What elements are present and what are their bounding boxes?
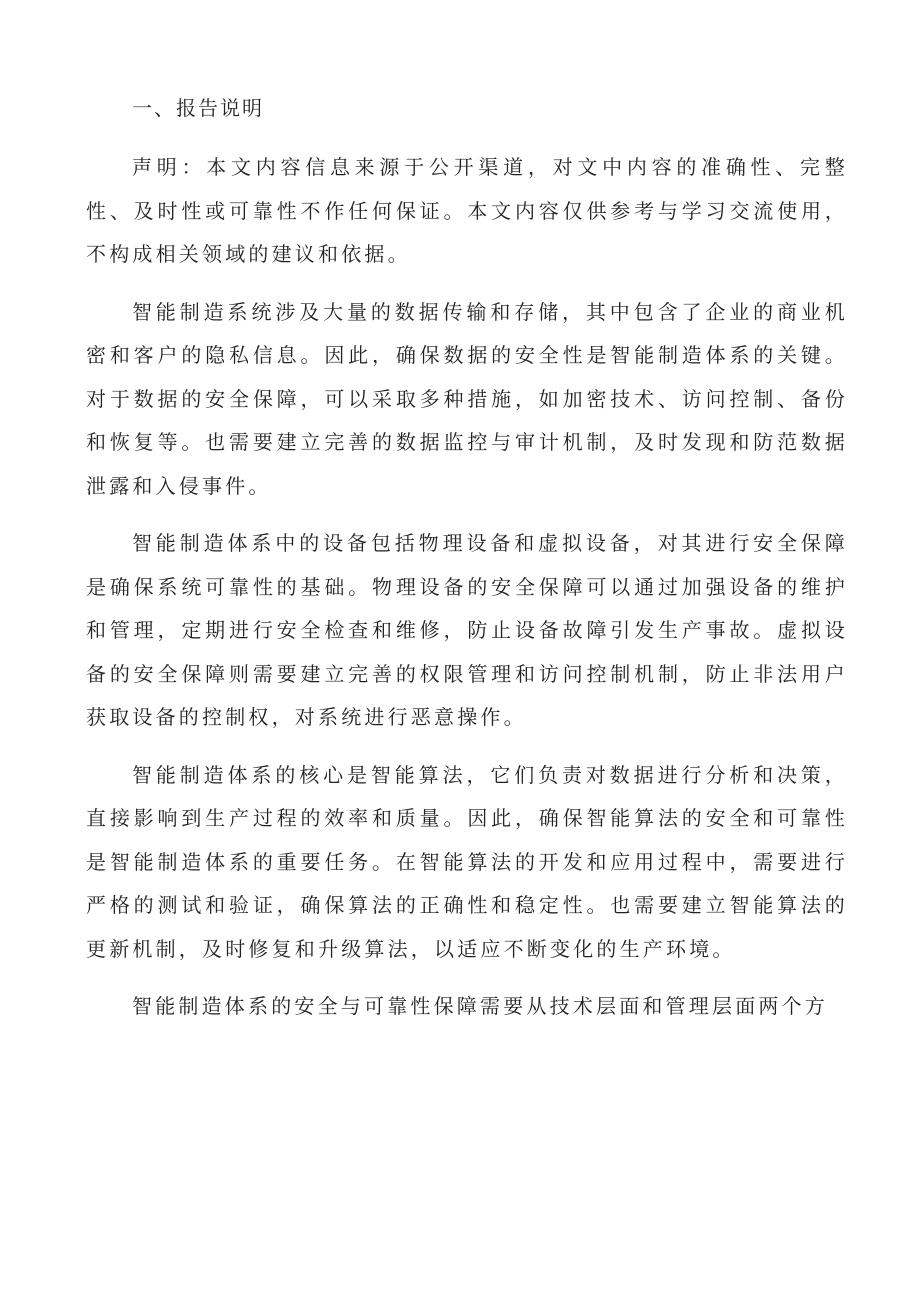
data-security-paragraph: 智能制造系统涉及大量的数据传输和存储，其中包含了企业的商业机密和客户的隐私信息。因此，确保数据的安全性是智能制造体系的关键。对于数据的安全保障，可以采取多种措施，如加密技术、访问控制、备份和恢复等。也需要建立完善的数据监控与审计机制，及时发现和防范数据泄露和入侵事件。 [86,299,848,498]
section-heading: 一、报告说明 [132,96,264,120]
summary-paragraph: 智能制造体系的安全与可靠性保障需要从技术层面和管理层面两个方 [132,994,828,1018]
algorithm-security-paragraph: 智能制造体系的核心是智能算法，它们负责对数据进行分析和决策，直接影响到生产过程的效率和质量。因此，确保智能算法的安全和可靠性是智能制造体系的重要任务。在智能算法的开发和应用过程中，需要进行严格的测试和验证，确保算法的正确性和稳定性。也需要建立智能算法的更新机制，及时修复和升级算法，以适应不断变化的生产环境。 [86,762,848,961]
device-security-paragraph: 智能制造体系中的设备包括物理设备和虚拟设备，对其进行安全保障是确保系统可靠性的基础。物理设备的安全保障可以通过加强设备的维护和管理，定期进行安全检查和维修，防止设备故障引发生产事故。虚拟设备的安全保障则需要建立完善的权限管理和访问控制机制，防止非法用户获取设备的控制权，对系统进行恶意操作。 [86,531,848,729]
disclaimer-paragraph: 声明：本文内容信息来源于公开渠道，对文中内容的准确性、完整性、及时性或可靠性不作任何保证。本文内容仅供参考与学习交流使用，不构成相关领域的建议和依据。 [86,155,848,266]
